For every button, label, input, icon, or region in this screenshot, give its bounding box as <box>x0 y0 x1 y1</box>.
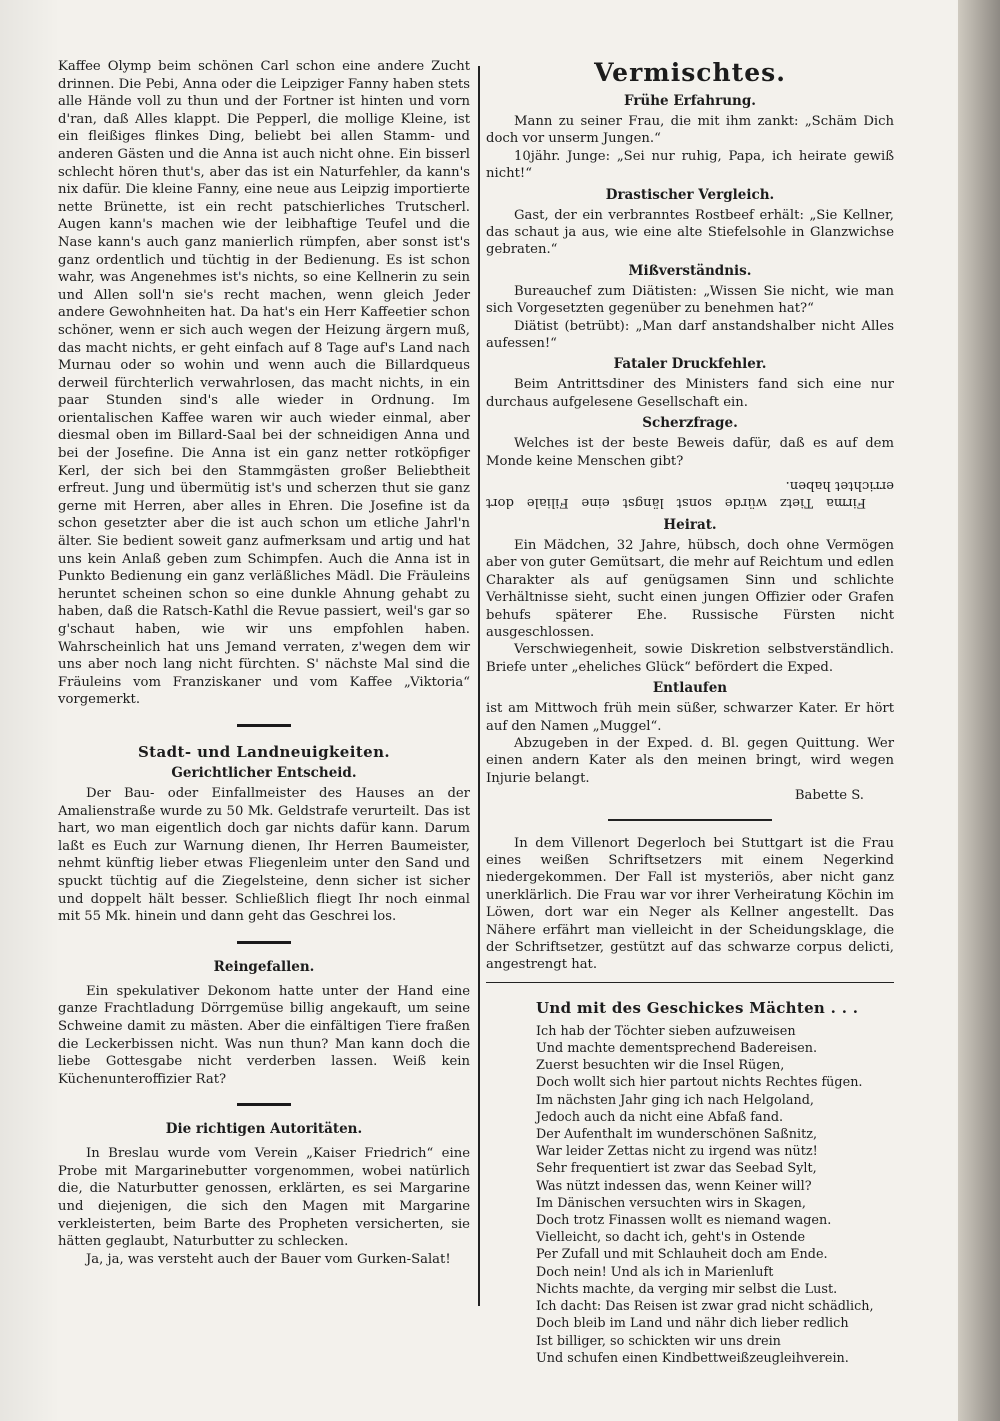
poem-line: Vielleicht, so dacht ich, geht's in Ostende <box>536 1230 806 1246</box>
poem-line: Doch bleib im Land und nähr dich lieber redlich <box>536 1316 849 1332</box>
scherzfrage-answer-upside-down: Firma Tietz würde sonst längst eine Filiale dort errichtet haben. <box>486 477 894 510</box>
reingefallen-text: Ein spekulativer Dekonom hatte unter der Hand eine ganze Frachtladung Dörrgemüse billig angekauft, um seine Schweine damit zu mästen. Aber die einfältigen Tiere fraßen die Leckerbissen nicht. Was nun thun? Man kann doch die liebe Gottesgabe nicht verderben lassen. Weiß kein Küchenunteroffizier Rat? <box>58 983 470 1087</box>
fruehe-text-2: 10jähr. Junge: „Sei nur ruhig, Papa, ich heirate gewiß nicht!“ <box>486 148 894 182</box>
poem-line: Jedoch auch da nicht eine Abfaß fand. <box>536 1109 784 1125</box>
entscheid-text: Der Bau- oder Einfallmeister des Hauses an der Amalienstraße wurde zu 50 Mk. Geldstrafe verurteilt. Das ist hart, wo man eigentlich doch gar nichts dafür kann. Darum laßt es Euch zur Warnung dienen, Ihr Herren Baumeister, nehmt künftig lieber etwas Fliegenleim unter den Sand und spuckt tüchtig auf die Ziegelsteine, denn sicher ist sicher und doppelt hält besser. Schließlich fliegt Ihr noch einmal mit 55 Mk. hinein und dann geht das Geschrei los. <box>58 785 470 925</box>
poem-line: Ich dacht: Das Reisen ist zwar grad nicht schädlich, <box>536 1299 874 1315</box>
entlaufen-signature: Babette S. <box>794 788 864 804</box>
scherzfrage-text: Welches ist der beste Beweis dafür, daß es auf dem Monde keine Menschen gibt? <box>486 436 894 469</box>
page-edge-shadow <box>958 0 1000 1421</box>
heading-entscheid: Gerichtlicher Entscheid. <box>171 764 357 781</box>
poem-line: Sehr frequentiert ist zwar das Seebad Sylt, <box>536 1161 817 1177</box>
poem-line: Nichts machte, da verging mir selbst die Lust. <box>536 1281 838 1297</box>
entlaufen-text-1: ist am Mittwoch früh mein süßer, schwarzer Kater. Er hört auf den Namen „Muggel“. <box>486 701 894 734</box>
poem <box>486 1023 894 1367</box>
miss-text-2: Diätist (betrübt): „Man darf anstandshalber nicht Alles aufessen!“ <box>486 318 894 352</box>
poem-line: Und schufen einen Kindbettweißzeugleihverein. <box>536 1350 849 1366</box>
poem-line: Und machte dementsprechend Badereisen. <box>536 1041 818 1057</box>
separator-rule <box>237 724 291 727</box>
heading-reingefallen: Reingefallen. <box>213 958 315 975</box>
heading-drastisch: Drastischer Vergleich. <box>605 186 775 203</box>
heading-druckfehler: Fataler Druckfehler. <box>613 356 767 373</box>
kaffee-article-text: Kaffee Olymp beim schönen Carl schon eine andere Zucht drinnen. Die Pebi, Anna oder die Leipziger Fanny haben stets alle Hände voll zu thun und der Fortner ist hinten und vorn d'ran, daß Alles klappt. Die Pepperl, die mollige Kleine, ist ein fleißiges flinkes Ding, beliebt bei allen Stamm- und anderen Gästen und die Anna ist auch nicht ohne. Ein bisserl schlecht hören thut's, aber das ist ein Naturfehler, da kann's nix dafür. Die kleine Fanny, eine neue aus Leipzig importierte nette Brünette, ist ein recht patschierliches Trutscherl. Augen kann's machen wie der leibhaftige Teufel und die Nase kann's auch ganz manierlich rümpfen, aber sonst ist's ganz ordentlich und tüchtig in der Bedienung. Es ist schon wahr, was Angenehmes ist's nichts, so eine Kellnerin zu sein und Allen soll'n sie's recht machen, wenn gleich Jeder andere Gewohnheiten hat. Da hat's ein Herr Kaffeetier schon schöner, wenn er sich auch wegen der Heizung ärgern muß, das macht nichts, er geht einfach auf 8 Tage auf's Land nach Murnau oder so wohin und wenn auch die Billardqueus derweil fürchterlich verwahrlosen, das macht nichts, in ein paar Stunden sind's alle wieder in Ordnung. Im orientalischen Kaffee waren wir auch wieder einmal, aber diesmal oben im Billard-Saal bei der schneidigen Anna und bei der Josefine. Die Anna ist ein ganz netter rotköpfiger Kerl, der sich bei den Stammgästen großer Beliebtheit erfreut. Jung und übermütig ist's und scherzen thut sie ganz gerne mit Herren, aber alles in Ehren. Die Josefine ist da schon gesetzter aber die ist auch schon um etliche Jahrl'n älter. Sie bedient soweit ganz aufmerksam und artig und hat uns kein Anlaß geben zum Schimpfen. Auch die Anna ist in Punkto Bedienung ein ganz verläßliches Mädl. Die Fräuleins heruntet scheinen schon so eine dunkle Ahnung gehabt zu haben, daß die Ratsch-Kathl die Revue passiert, weil's gar so g'schaut haben, wie wir uns empfohlen haben. Wahrscheinlich hat uns Jemand verraten, z'wegen dem wir uns aber noch lang nicht fürchten. S' nächste Mal sind die Fräuleins vom Franziskaner und vom Kaffee „Viktoria“ vorgemerkt. <box>58 59 470 708</box>
poem-line: Was nützt indessen das, wenn Keiner will? <box>536 1178 812 1194</box>
poem-title: Und mit des Geschickes Mächten . . . <box>536 998 859 1017</box>
poem-line: Doch trotz Finassen wollt es niemand wagen. <box>536 1213 832 1229</box>
autoritaeten-text: In Breslau wurde vom Verein „Kaiser Friedrich“ eine Probe mit Margarinebutter vorgenommen, wobei natürlich die, die Naturbutter genossen, erklärten, es sei Margarine und diejenigen, die sich den Magen mit Margarine verkleisterten, beim Barte des Propheten versicherten, sie hätten geglaubt, Naturbutter zu schlecken. <box>58 1146 470 1250</box>
poem-line: Doch nein! Und als ich in Marienluft <box>536 1264 774 1280</box>
heading-scherzfrage: Scherzfrage. <box>642 415 738 432</box>
degerloch-text: In dem Villenort Degerloch bei Stuttgart ist die Frau eines weißen Schriftsetzers mit einem Negerkind niedergekommen. Der Fall ist mysteriös, aber nicht ganz unerklärlich. Die Frau war vor ihrer Verheiratung Köchin im Löwen, dort war ein Neger als Kellner angestellt. Das Nähere erfährt man vielleicht in der Scheidungsklage, die der Schriftsetzer, gestützt auf das schwarze corpus delicti, angestrengt hat. <box>486 835 894 973</box>
heading-entlaufen: Entlaufen <box>652 680 728 697</box>
heading-heirat: Heirat. <box>663 516 717 533</box>
separator-rule <box>608 819 771 821</box>
autoritaeten-end: Ja, ja, was versteht auch der Bauer vom Gurken-Salat! <box>86 1251 451 1267</box>
separator-rule <box>237 941 291 944</box>
poem-line: Per Zufall und mit Schlauheit doch am Ende. <box>536 1247 828 1263</box>
section-title-stadt: Stadt- und Landneuigkeiten. <box>137 742 391 761</box>
poem-line: Zuerst besuchten wir die Insel Rügen, <box>536 1058 785 1074</box>
separator-line <box>486 982 894 983</box>
poem-line: Der Aufenthalt im wunderschönen Saßnitz, <box>536 1127 818 1143</box>
poem-line: Ich hab der Töchter sieben aufzuweisen <box>536 1023 796 1039</box>
drastisch-text: Gast, der ein verbranntes Rostbeef erhält: „Sie Kellner, das schaut ja aus, wie eine alte Stiefelsohle in Glanzwichse gebraten.“ <box>486 207 894 258</box>
column-divider <box>478 66 480 1306</box>
heading-fruehe: Frühe Erfahrung. <box>623 93 757 109</box>
right-column <box>486 58 894 1366</box>
separator-rule <box>237 1103 291 1106</box>
vermischtes-title: Vermischtes. <box>594 58 786 87</box>
poem-line: Im nächsten Jahr ging ich nach Helgoland, <box>536 1092 814 1108</box>
heirat-text-1: Ein Mädchen, 32 Jahre, hübsch, doch ohne Vermögen aber von guter Gemütsart, die mehr auf Reichtum und edlen Charakter als auf genügsamen Sinn und schlichte Verhältnisse sieht, sucht einen jungen Offizier oder Grafen behufs späterer Ehe. Russische Fürsten nicht ausgeschlossen. <box>486 537 894 640</box>
druckfehler-text: Beim Antrittsdiner des Ministers fand sich eine nur durchaus aufgelesene Gesellschaft ein. <box>486 377 894 410</box>
heading-miss: Mißverständnis. <box>628 262 752 279</box>
heading-autoritaeten: Die richtigen Autoritäten. <box>165 1121 363 1138</box>
fruehe-text-1: Mann zu seiner Frau, die mit ihm zankt: „Schäm Dich doch vor unserm Jungen.“ <box>486 114 894 147</box>
poem-line: Im Dänischen versuchten wirs in Skagen, <box>536 1195 806 1211</box>
poem-line: War leider Zettas nicht zu irgend was nütz! <box>536 1144 818 1160</box>
miss-text-1: Bureauchef zum Diätisten: „Wissen Sie nicht, wie man sich Vorgesetzten gegenüber zu benehmen hat?“ <box>486 283 894 317</box>
poem-line: Ist billiger, so schickten wir uns drein <box>536 1333 781 1349</box>
heirat-text-2: Verschwiegenheit, sowie Diskretion selbstverständlich. Briefe unter „eheliches Glück“ befördert die Exped. <box>486 642 894 675</box>
poem-line: Doch wollt sich hier partout nichts Rechtes fügen. <box>536 1075 863 1091</box>
entlaufen-text-2: Abzugeben in der Exped. d. Bl. gegen Quittung. Wer einen andern Kater als den meinen bringt, wird wegen Injurie belangt. <box>486 735 894 786</box>
left-column <box>58 58 470 1313</box>
